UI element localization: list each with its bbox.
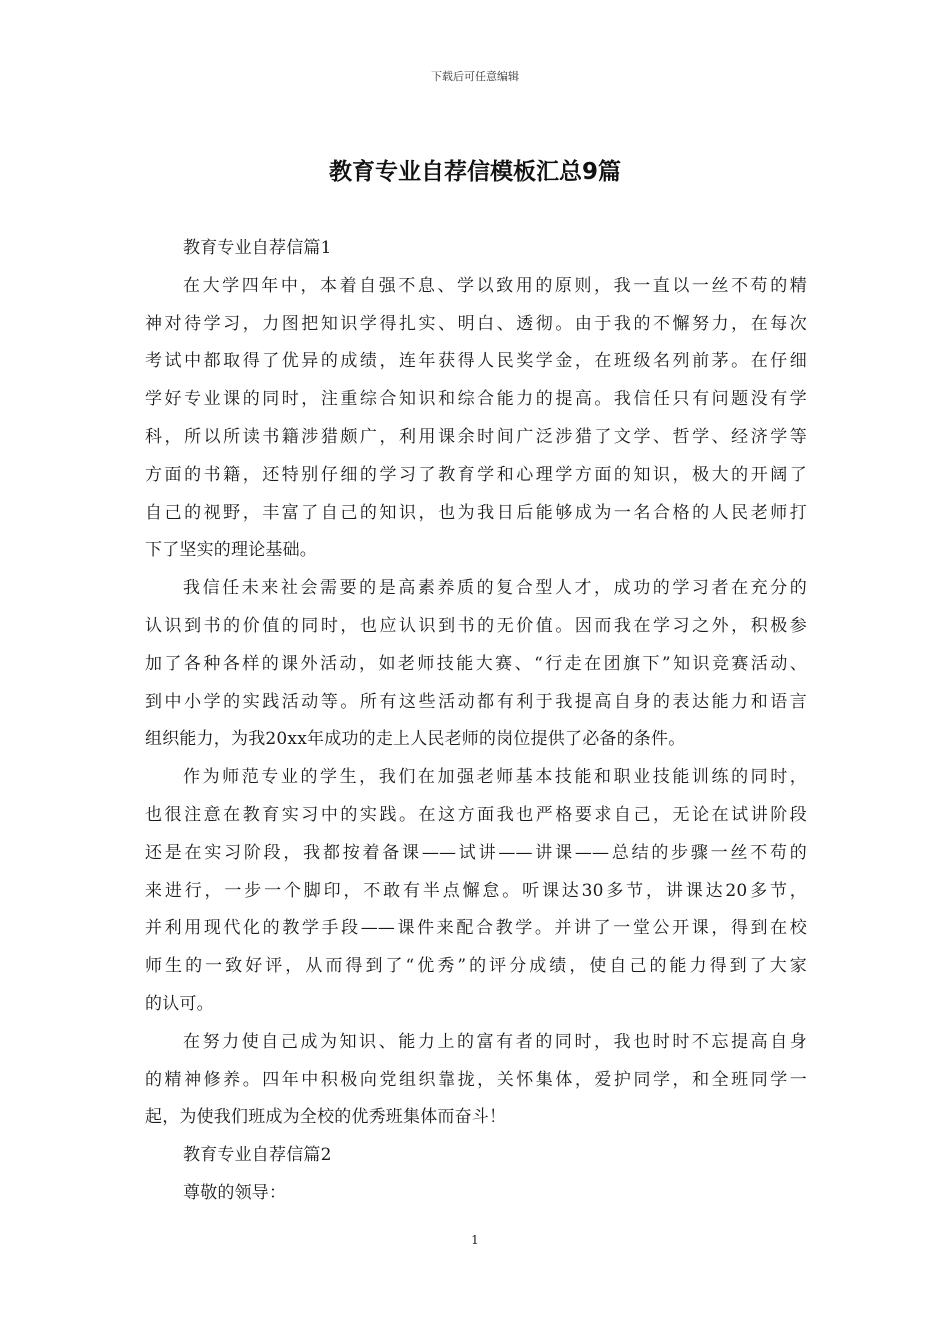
section-heading: 教育专业自荐信篇2: [183, 1145, 332, 1166]
body-text-line: 起，为使我们班成为全校的优秀班集体而奋斗！: [145, 1107, 507, 1128]
body-text-line: 作为师范专业的学生，我们在加强老师基本技能和职业技能训练的同时，: [183, 767, 807, 788]
page-number: 1: [471, 1233, 479, 1247]
body-text-line: 自己的视野，丰富了自己的知识，也为我日后能够成为一名合格的人民老师打: [145, 502, 807, 523]
body-text-line: 的认可。: [145, 993, 214, 1014]
body-text-line: 的精神修养。四年中积极向党组织靠拢，关怀集体，爱护同学，和全班同学一: [145, 1069, 807, 1090]
body-text-line: 我信任未来社会需要的是高素养质的复合型人才，成功的学习者在充分的: [183, 578, 807, 599]
body-text-line: 考试中都取得了优异的成绩，连年获得人民奖学金，在班级名列前茅。在仔细: [145, 351, 807, 372]
body-text-line: 在大学四年中，本着自强不息、学以致用的原则，我一直以一丝不苟的精: [183, 275, 807, 296]
body-text-line: 来进行，一步一个脚印，不敢有半点懈怠。听课达30多节，讲课达20多节，: [145, 880, 807, 901]
body-text-line: 神对待学习，力图把知识学得扎实、明白、透彻。由于我的不懈努力，在每次: [145, 313, 807, 334]
body-text-line: 方面的书籍，还特别仔细的学习了教育学和心理学方面的知识，极大的开阔了: [145, 464, 807, 485]
body-text-line: 师生的一致好评，从而得到了“优秀”的评分成绩，使自己的能力得到了大家: [145, 956, 807, 977]
body-text-line: 尊敬的领导：: [183, 1182, 287, 1203]
body-text-line: 科，所以所读书籍涉猎颇广，利用课余时间广泛涉猎了文学、哲学、经济学等: [145, 426, 807, 447]
body-text-line: 学好专业课的同时，注重综合知识和综合能力的提高。我信任只有问题没有学: [145, 389, 807, 410]
body-text-line: 还是在实习阶段，我都按着备课——试讲——讲课——总结的步骤一丝不苟的: [145, 842, 807, 863]
body-text-line: 加了各种各样的课外活动，如老师技能大赛、“行走在团旗下”知识竞赛活动、: [145, 653, 807, 674]
body-text-line: 到中小学的实践活动等。所有这些活动都有利于我提高自身的表达能力和语言: [145, 691, 807, 712]
body-text-line: 也很注意在教育实习中的实践。在这方面我也严格要求自己，无论在试讲阶段: [145, 804, 807, 825]
body-text-line: 认识到书的价值的同时，也应认识到书的无价值。因而我在学习之外，积极参: [145, 615, 807, 636]
body-text-line: 并利用现代化的教学手段——课件来配合教学。并讲了一堂公开课，得到在校: [145, 918, 807, 939]
document-body: [145, 230, 807, 1213]
body-text-line: 在努力使自己成为知识、能力上的富有者的同时，我也时时不忘提高自身: [183, 1031, 807, 1052]
document-title: 教育专业自荐信模板汇总9篇: [328, 159, 621, 185]
section-heading: 教育专业自荐信篇1: [183, 238, 332, 258]
body-text-line: 组织能力，为我20xx年成功的走上人民老师的岗位提供了必备的条件。: [145, 729, 686, 750]
body-text-line: 下了坚实的理论基础。: [145, 540, 317, 561]
page-header-note: 下载后可任意编辑: [431, 70, 519, 83]
